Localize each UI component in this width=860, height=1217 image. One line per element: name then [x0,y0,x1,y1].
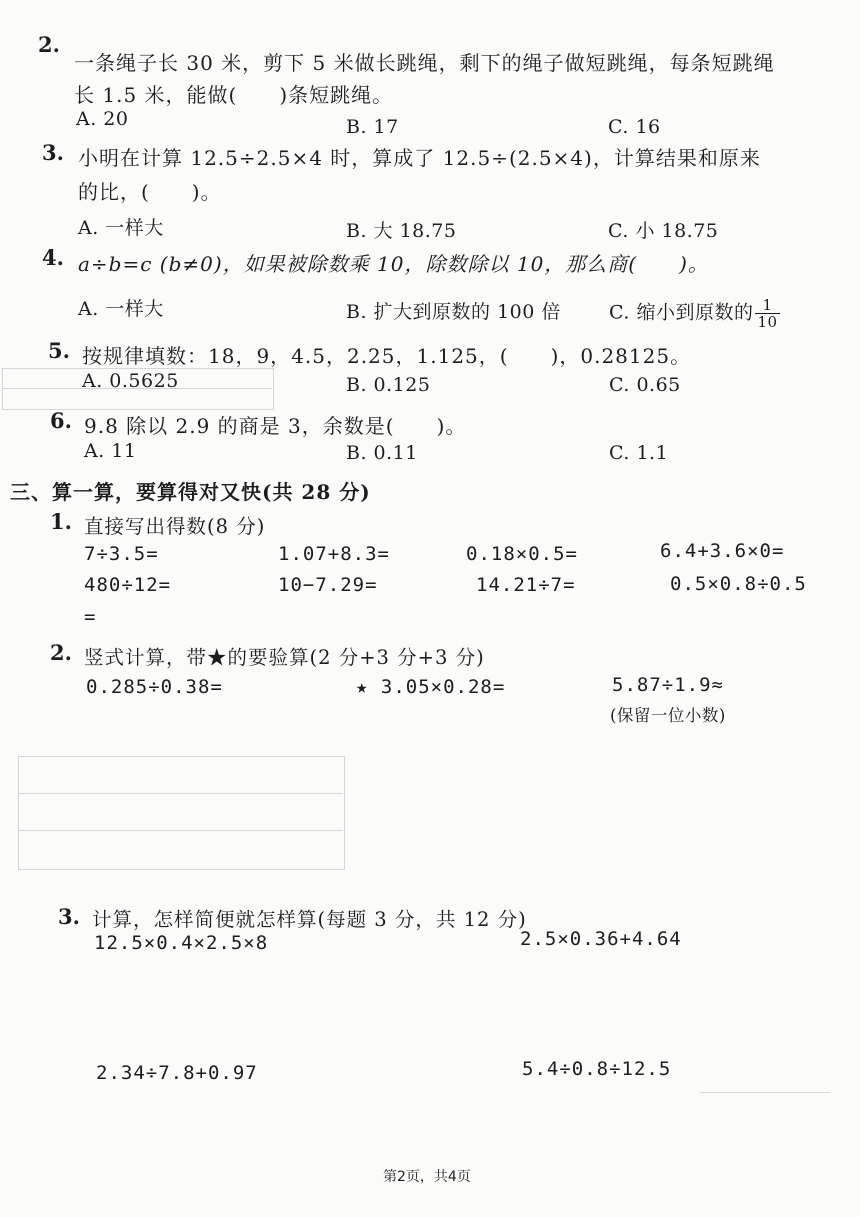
question-number: 6. [50,408,72,433]
simplify-calc: 12.5×0.4×2.5×8 [94,932,269,954]
option-a: A. 一样大 [78,217,164,239]
option-c: C. 1.1 [609,442,669,464]
rounding-note: (保留一位小数) [610,706,726,725]
fraction-numerator: 1 [755,297,779,314]
vertical-calc-expr: 3.05×0.28= [380,676,506,698]
option-a: A. 0.5625 [82,370,179,392]
fraction [755,297,779,330]
part-title: 竖式计算，带★的要验算(2 分+3 分+3 分) [84,646,485,669]
option-a: A. 11 [84,440,137,462]
part-number: 2. [50,640,72,665]
vertical-calc: 5.87÷1.9≈ [612,674,724,696]
question-number: 4. [42,245,64,270]
vertical-calc-verify [356,676,505,698]
option-a: A. 20 [76,108,129,130]
fraction-denominator: 10 [757,313,778,331]
option-b: B. 大 18.75 [346,220,457,242]
mental-calc-wrap: = [84,606,97,628]
part-title: 直接写出得数(8 分) [84,515,266,538]
option-b: B. 0.125 [346,374,431,396]
option-c [609,297,780,330]
mental-calc: 10−7.29= [278,574,378,596]
question-text-line2: 的比，( )。 [78,180,222,204]
simplify-calc: 2.5×0.36+4.64 [520,928,682,950]
mental-calc: 1.07+8.3= [278,543,390,565]
star-icon: ★ [356,676,369,698]
mental-calc: 7÷3.5= [84,543,159,565]
option-b: B. 扩大到原数的 100 倍 [346,301,561,323]
question-number: 2. [38,32,60,57]
simplify-calc: 5.4÷0.8÷12.5 [522,1058,672,1080]
question-text-line1: 按规律填数：18，9，4.5，2.25，1.125，( )，0.28125。 [82,344,692,368]
option-b: B. 0.11 [346,442,418,464]
mental-calc: 0.18×0.5= [466,543,578,565]
option-c: C. 0.65 [609,374,681,396]
question-number: 3. [42,140,64,165]
page-footer: 第2页，共4页 [383,1169,471,1185]
vertical-calc: 0.285÷0.38= [86,676,223,698]
mental-calc: 6.4+3.6×0= [660,540,785,562]
option-c-text: C. 缩小到原数的 [609,301,754,324]
question-text-line1: 一条绳子长 30 米，剪下 5 米做长跳绳，剩下的绳子做短跳绳，每条短跳绳 [74,51,775,75]
option-b: B. 17 [346,116,399,138]
option-c: C. 16 [608,116,661,138]
question-number: 5. [48,338,70,363]
question-text-line1: a÷b=c (b≠0)，如果被除数乘 10，除数除以 10，那么商( )。 [78,252,709,276]
section-title: 三、算一算，要算得对又快(共 28 分) [10,480,371,504]
part-number: 3. [58,904,80,929]
question-text-line1: 9.8 除以 2.9 的商是 3，余数是( )。 [84,414,467,438]
part-title: 计算，怎样简便就怎样算(每题 3 分，共 12 分) [92,908,527,931]
option-a: A. 一样大 [78,298,164,320]
mental-calc: 0.5×0.8÷0.5 [670,573,807,595]
mental-calc: 14.21÷7= [476,574,576,596]
question-text-line2: 长 1.5 米，能做( )条短跳绳。 [74,83,394,107]
option-c: C. 小 18.75 [608,220,719,242]
mental-calc: 480÷12= [84,574,172,596]
question-text-line1: 小明在计算 12.5÷2.5×4 时，算成了 12.5÷(2.5×4)，计算结果和原来 [78,146,761,170]
part-number: 1. [50,509,72,534]
simplify-calc: 2.34÷7.8+0.97 [96,1062,258,1084]
